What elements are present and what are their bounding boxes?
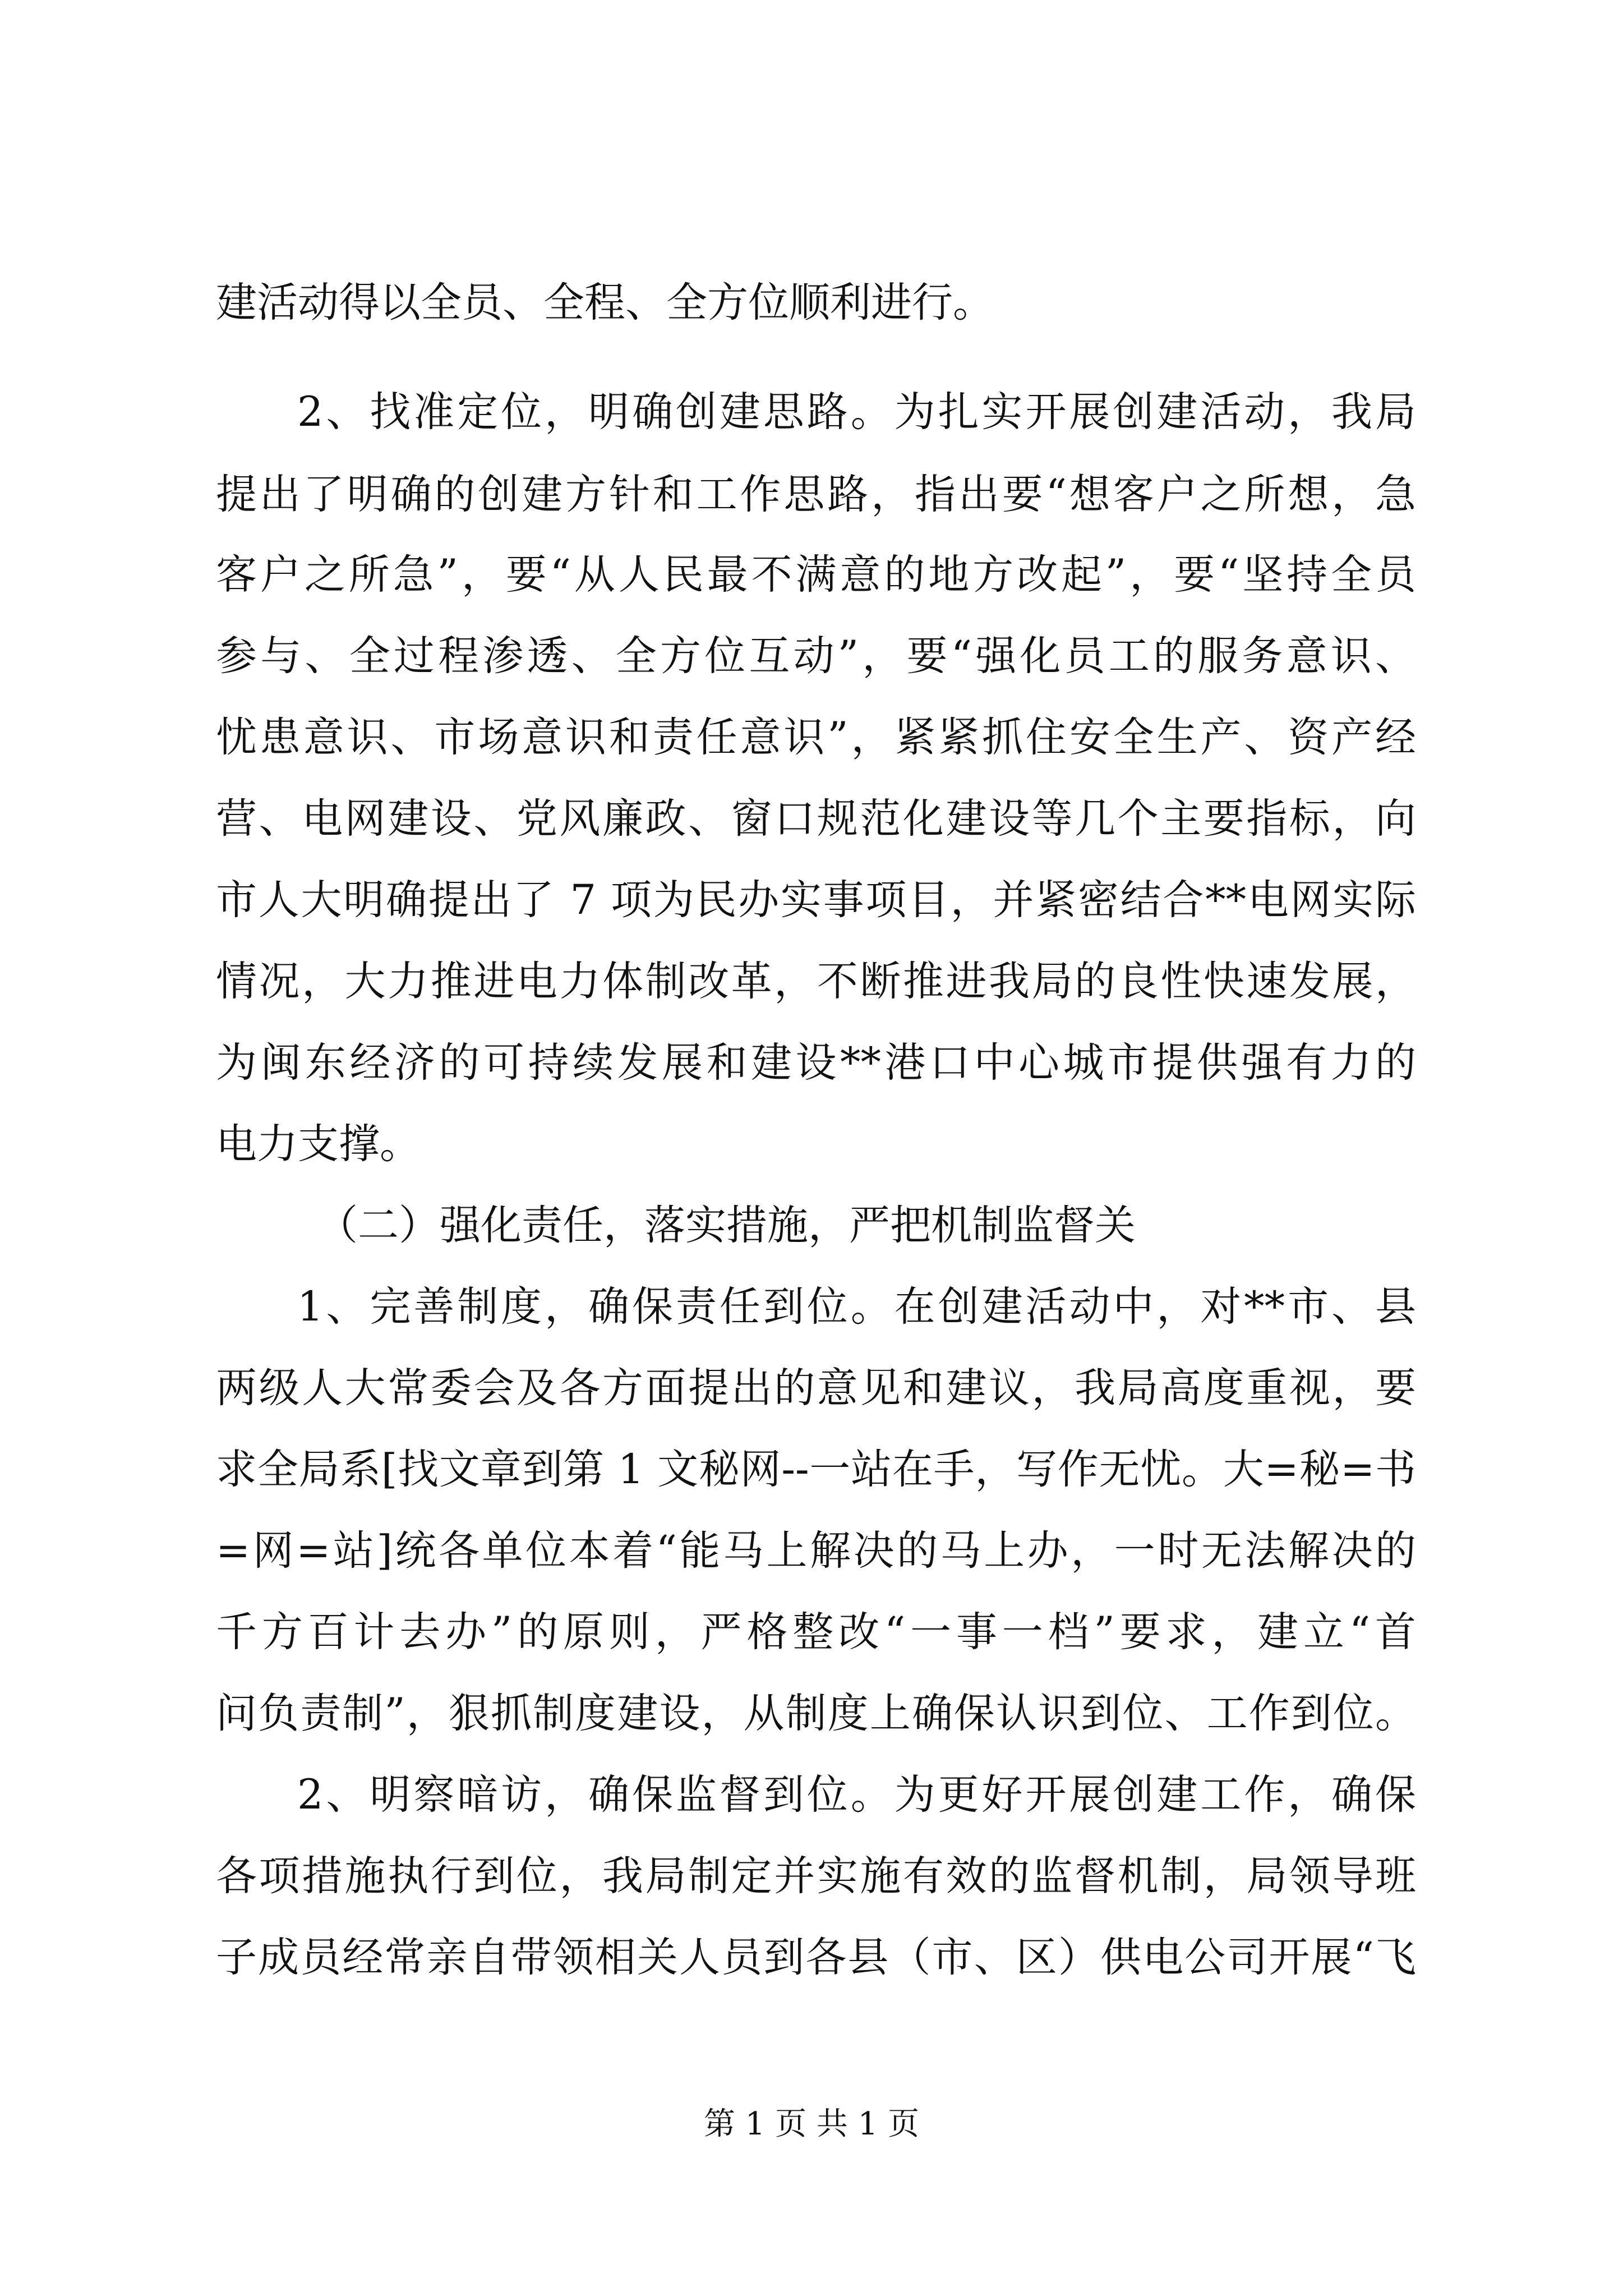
text-line-17: 千方百计去办”的原则，严格整改“一事一档”要求，建立“首 [216,1608,1416,1656]
text-line-2: 2、找准定位，明确创建思路。为扎实开展创建活动，我局 [297,388,1416,436]
text-line-11: 电力支撑。 [216,1120,421,1168]
text-line-8: 市人大明确提出了 7 项为民办实事项目，并紧密结合**电网实际 [216,876,1416,924]
text-line-21: 子成员经常亲自带领相关人员到各县（市、区）供电公司开展“飞 [216,1934,1416,1981]
text-line-4: 客户之所急”，要“从人民最不满意的地方改起”，要“坚持全员 [216,551,1416,599]
text-line-13: 1、完善制度，确保责任到位。在创建活动中，对**市、县 [297,1283,1416,1331]
text-line-5: 参与、全过程渗透、全方位互动”，要“强化员工的服务意识、 [216,632,1416,680]
text-line-10: 为闽东经济的可持续发展和建设**港口中心城市提供强有力的 [216,1039,1416,1087]
text-line-7: 营、电网建设、党风廉政、窗口规范化建设等几个主要指标，向 [216,795,1416,843]
page-number-footer: 第 1 页 共 1 页 [703,2106,920,2142]
text-line-1: 建活动得以全员、全程、全方位顺利进行。 [216,279,994,326]
text-line-6: 忧患意识、市场意识和责任意识”，紧紧抓住安全生产、资产经 [216,714,1416,761]
text-line-3: 提出了明确的创建方针和工作思路，指出要“想客户之所想，急 [216,471,1416,518]
text-line-16: =网=站]统各单位本着“能马上解决的马上办，一时无法解决的 [216,1527,1416,1575]
text-line-14: 两级人大常委会及各方面提出的意见和建议，我局高度重视，要 [216,1364,1416,1412]
text-line-18: 问负责制”，狠抓制度建设，从制度上确保认识到位、工作到位。 [216,1690,1416,1737]
text-line-9: 情况，大力推进电力体制改革，不断推进我局的良性快速发展， [216,958,1416,1005]
text-line-20: 各项措施执行到位，我局制定并实施有效的监督机制，局领导班 [216,1852,1416,1900]
text-line-19: 2、明察暗访，确保监督到位。为更好开展创建工作，确保 [297,1771,1416,1819]
text-line-15: 求全局系[找文章到第 1 文秘网--一站在手，写作无忧。大=秘=书 [216,1446,1416,1493]
section-heading: （二）强化责任，落实措施，严把机制监督关 [317,1202,1136,1249]
